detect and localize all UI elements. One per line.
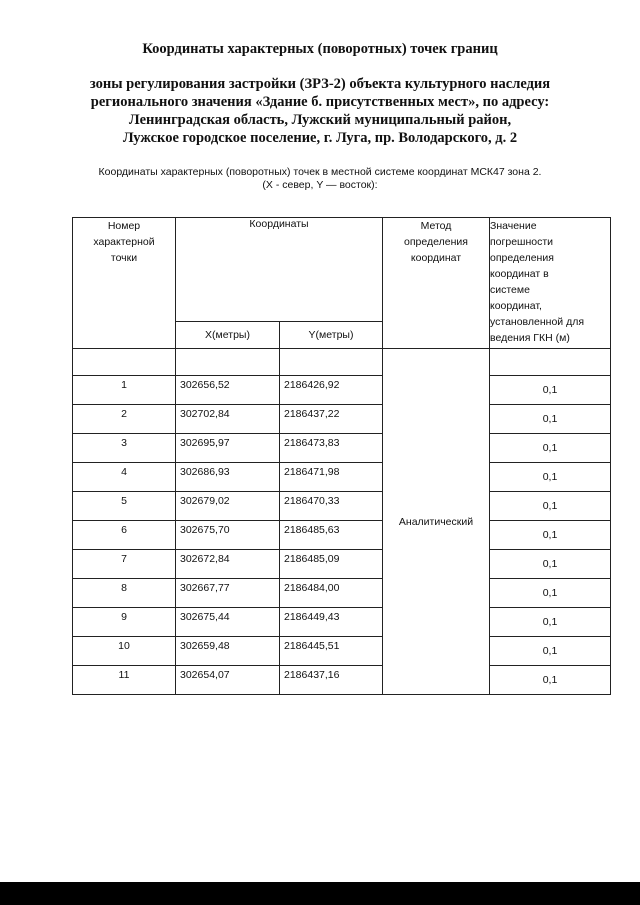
empty-cell: [73, 349, 176, 376]
header-point-number: Номер характерной точки: [73, 218, 176, 349]
header-y: Y(метры): [280, 322, 383, 349]
error-value-cell: 0,1: [490, 579, 611, 608]
table-row: [73, 492, 611, 521]
x-coordinate-cell: 302686,93: [176, 463, 280, 492]
point-number-cell: 11: [73, 666, 176, 695]
table-row: [73, 405, 611, 434]
caption-line: Координаты характерных (поворотных) точек в местной системе координат МСК47 зона 2.: [98, 166, 542, 178]
x-coordinate-cell: 302672,84: [176, 550, 280, 579]
empty-cell: [176, 349, 280, 376]
y-coordinate-cell: 2186485,63: [280, 521, 383, 550]
table-row: [73, 463, 611, 492]
method-cell: Аналитический: [383, 349, 490, 695]
error-value-cell: 0,1: [490, 521, 611, 550]
point-number-cell: 6: [73, 521, 176, 550]
point-number-cell: 5: [73, 492, 176, 521]
point-number-cell: 8: [73, 579, 176, 608]
subtitle-line: Ленинградская область, Лужский муниципальный район,: [128, 112, 512, 128]
x-coordinate-cell: 302659,48: [176, 637, 280, 666]
x-coordinate-cell: 302675,44: [176, 608, 280, 637]
error-value-cell: 0,1: [490, 492, 611, 521]
table-row: [73, 376, 611, 405]
caption-line: (X - север, Y — восток):: [262, 179, 378, 191]
error-value-cell: 0,1: [490, 608, 611, 637]
x-coordinate-cell: 302675,70: [176, 521, 280, 550]
header-x: X(метры): [176, 322, 280, 349]
point-number-cell: 10: [73, 637, 176, 666]
y-coordinate-cell: 2186471,98: [280, 463, 383, 492]
point-number-cell: 3: [73, 434, 176, 463]
table-row: [73, 637, 611, 666]
empty-cell: [490, 349, 611, 376]
error-value-cell: 0,1: [490, 405, 611, 434]
y-coordinate-cell: 2186437,22: [280, 405, 383, 434]
error-value-cell: 0,1: [490, 376, 611, 405]
error-value-cell: 0,1: [490, 666, 611, 695]
x-coordinate-cell: 302654,07: [176, 666, 280, 695]
point-number-cell: 7: [73, 550, 176, 579]
coordinates-table: [72, 217, 611, 695]
point-number-cell: 4: [73, 463, 176, 492]
point-number-cell: 9: [73, 608, 176, 637]
y-coordinate-cell: 2186485,09: [280, 550, 383, 579]
y-coordinate-cell: 2186437,16: [280, 666, 383, 695]
y-coordinate-cell: 2186470,33: [280, 492, 383, 521]
scan-edge-bar: [0, 882, 640, 905]
table-row: [73, 550, 611, 579]
error-value-cell: 0,1: [490, 637, 611, 666]
empty-cell: [280, 349, 383, 376]
table-row: [73, 666, 611, 695]
header-method: Метод определения координат: [383, 218, 490, 349]
x-coordinate-cell: 302656,52: [176, 376, 280, 405]
point-number-cell: 2: [73, 405, 176, 434]
y-coordinate-cell: 2186445,51: [280, 637, 383, 666]
document-title: Координаты характерных (поворотных) точек границ: [142, 41, 498, 57]
table-row: [73, 579, 611, 608]
x-coordinate-cell: 302667,77: [176, 579, 280, 608]
table-caption: [0, 166, 640, 192]
subtitle-line: регионального значения «Здание б. присутственных мест», по адресу:: [90, 94, 550, 110]
document-subtitle: [0, 75, 640, 147]
error-value-cell: 0,1: [490, 550, 611, 579]
y-coordinate-cell: 2186449,43: [280, 608, 383, 637]
x-coordinate-cell: 302695,97: [176, 434, 280, 463]
y-coordinate-cell: 2186473,83: [280, 434, 383, 463]
subtitle-line: Лужское городское поселение, г. Луга, пр. Володарского, д. 2: [122, 130, 518, 146]
point-number-cell: 1: [73, 376, 176, 405]
x-coordinate-cell: 302702,84: [176, 405, 280, 434]
x-coordinate-cell: 302679,02: [176, 492, 280, 521]
y-coordinate-cell: 2186484,00: [280, 579, 383, 608]
subtitle-line: зоны регулирования застройки (ЗРЗ-2) объекта культурного наследия: [89, 76, 551, 92]
y-coordinate-cell: 2186426,92: [280, 376, 383, 405]
table-row: [73, 434, 611, 463]
error-value-cell: 0,1: [490, 434, 611, 463]
header-coordinates: Координаты: [176, 218, 383, 322]
table-row: [73, 608, 611, 637]
table-row: [73, 521, 611, 550]
error-value-cell: 0,1: [490, 463, 611, 492]
header-error-value: Значение погрешности определения координат в системе координат, установленной для ведения ГКН (м): [490, 218, 611, 349]
